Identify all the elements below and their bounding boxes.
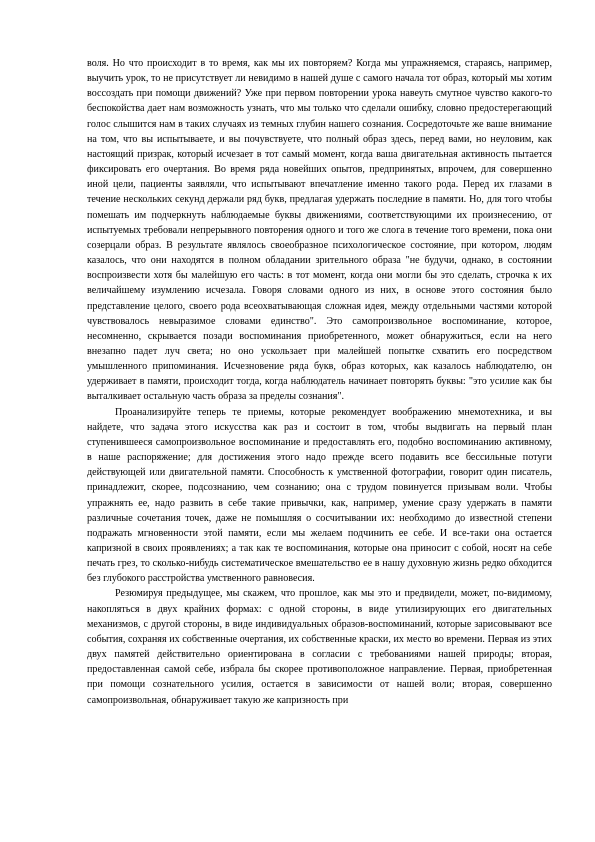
paragraph-1: воля. Но что происходит в то время, как мы их повторяем? Когда мы упражняемся, стараясь, например, выучить урок, то не присутствует ли невидимо в нашей душе с самого начала тот образ, который мы хотим воссоздать при помощи движений? Уже при первом повторении урока навеуть смутное чувство какого-то беспокойства дает нам возможность узнать, что мы только что сделали ошибку, словно предостерегающий голос слышится нам в таких случаях из темных глубин нашего сознания. Сосредоточьте же ваше внимание на том, что вы испытываете, и вы почувствуете, что полный образ здесь, перед вами, но неуловим, как настоящий призрак, который исчезает в тот самый момент, когда ваша двигательная активность пытается фиксировать его очертания. Во время ряда новейших опытов, предпринятых, впрочем, для совершенно иной цели, пациенты заявляли, что испытывают впечатление именно такого рода. Перед их глазами в течение нескольких секунд держали ряд букв, предлагая удержать последние в памяти. Но, для того чтобы помешать им подчеркнуть наблюдаемые буквы движениями, соответствующими их произнесению, от испытуемых требовали непрерывного повторения одного и того же слога в течение того времени, пока они созерцали образ. В результате являлось своеобразное психологическое состояние, при котором, людям казалось, что они находятся в полном обладании зрительного образа "не будучи, однако, в состоянии воспроизвести хотя бы малейшую его часть: в тот момент, когда они могли бы это сделать, строчка к их величайшему изумлению исчезала. Говоря словами одного из них, в основе этого состояния было представление целого, своего рода всеохватывающая сложная идея, между отдельными частями которой чувствовалось невыразимое словами единство". Это самопроизвольное воспоминание, которое, несомненно, скрывается позади воспоминания приобретенного, может обнаружиться, если на него внезапно падет луч света; но оно ускользает при малейшей попытке схватить его посредством умышленного припоминания. Исчезновение ряда букв, образ которых, как казалось наблюдателю, он удерживает в памяти, происходит тогда, когда наблюдатель начинает повторять буквы: "это усилие как бы выталкивает остальную часть образа за пределы сознания".	[87, 58, 552, 403]
paragraph-3: Резюмируя предыдущее, мы скажем, что прошлое, как мы это и предвидели, может, по-видимому, накопляться в двух крайних формах: с одной стороны, в виде утилизирующих его двигательных механизмов, с другой стороны, в виде индивидуальных образов-воспоминаний, которые зарисовывают все события, сохраняя их собственные очертания, их собственные краски, их место во времени. Первая из этих двух памятей действительно ориентирована в согласии с требованиями нашей природы; вторая, предоставленная самой себе, избрала бы скорее противоположное направление. Первая, приобретенная при помощи сознательного усилия, остается в зависимости от нашей воли; вторая, совершенно самопроизвольная, обнаруживает такую же капризность при	[87, 588, 552, 706]
document-page	[87, 56, 552, 708]
paragraph-2: Проанализируйте теперь те приемы, которые рекомендует воображению мнемотехника, и вы найдете, что задача этого искусства как раз и состоит в том, чтобы выдвигать на первый план ступенившееся самопроизвольное воспоминание и предоставлять его, подобно воспоминанию активному, в наше распоряжение; для достижения этого надо прежде всего подавить все бессильные потуги действующей или двигательной памяти. Способность к умственной фотографии, говорит один писатель, принадлежит, скорее, подсознанию, чем сознанию; она с трудом повинуется призывам воли. Чтобы упражнять ее, надо развить в себе такие привычки, как, например, умение сразу удержать в памяти различные сочетания точек, даже не помышляя о сосчитывании их: необходимо до известной степени подражать мгновенности этой памяти, если мы желаем подчинить ее себе. И все-таки она остается капризной в своих проявлениях; а так как те воспоминания, которые она приносит с собой, носят на себе печать грез, то сколько-нибудь систематическое вмешательство ее в нашу духовную жизнь редко обходится без глубокого расстройства умственного равновесия.	[87, 406, 552, 585]
